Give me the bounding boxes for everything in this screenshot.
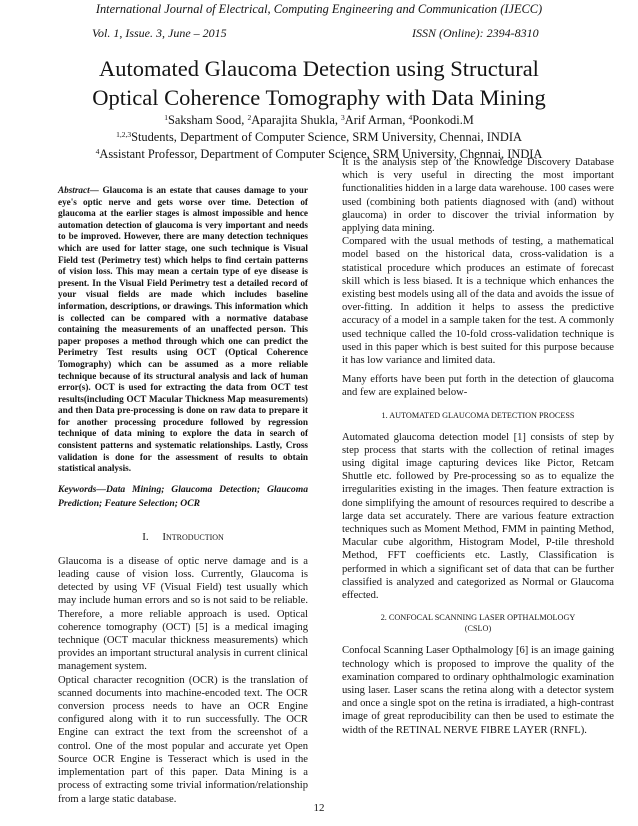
- affiliation-text: Students, Department of Computer Science, SRM University, Chennai, INDIA: [131, 130, 522, 144]
- affiliation-sup: 4: [95, 147, 100, 156]
- section-heading-introduction: [58, 531, 308, 543]
- author-sup: 2: [247, 113, 252, 122]
- affiliation-text: Assistant Professor, Department of Computer Science, SRM University, Chennai, INDIA: [99, 147, 543, 161]
- section-number: I.: [142, 530, 149, 543]
- intro-paragraph: Optical character recognition (OCR) is the translation of scanned documents into machine-encoded text. The OCR conversion process needs to have an OCR Engine configured along with it to run successfully. The OCR Engine can extract the text from the screenshot of a control. One of the most popular and accurate yet Open Source OCR Engine is Tesseract which is used in the implementation part of this paper. Data Mining is a process of extracting some trivial information/relationship from a large static database.: [58, 674, 308, 805]
- author-name: Aparajita Shukla,: [251, 113, 342, 127]
- intro-paragraph: Glaucoma is a disease of optic nerve damage and is a leading cause of vision loss. Currently, Glaucoma is detected by using VF (Visual Field) test usually which may include human errors and so is not said to be reliable. Therefore, a more reliable approach is used. Optical coherence tomography (OCT) [5] is a medical imaging technique (OCT macular thickness measurements) which provides an important structural analysis in current clinical management system.: [58, 555, 308, 673]
- subsection-1-text: Automated glaucoma detection model [1] consists of step by step process that starts with the collection of retinal images using digital image capturing devices like Pictor, Retcam Shuttle etc. followed by Pre-processing so as to equalize the irregularities existing in the images. Then feature extraction is done simplifying the amount of resources required to describe a large data set accurately. There are various feature extraction techniques such as Moment Method, FMM in painting Method, Macular cube algorithm, Histogram Model, P-tile threshold Method, FFT coefficients etc. Lastly, Classification is performed in which a significant set of data that can be further classified is analyzed and categorized as Normal or Glaucoma effected.: [342, 431, 614, 602]
- keywords: Keywords—Data Mining; Glaucoma Detection; Glaucoma Prediction; Feature Selection; OCR: [58, 483, 308, 509]
- subsection-heading-2-line2: (CSLO): [464, 624, 492, 634]
- author-name: Arif Arman,: [344, 113, 409, 127]
- abstract-label: Abstract—: [58, 185, 99, 195]
- abstract-text: Glaucoma is an estate that causes damage to your eye's optic nerve and gets worse over time. Detection of glaucoma at the earlier stages is almost impossible and hence automation detection of glaucoma is very important and needs to be improved. However, there are many detection techniques which are used for latter stage, one such technique is Visual Field test (Perimetry test) which helps to find certain patterns of vision loss. This may mean a certain type of eye disease is present. In the Visual Field Perimetry test a detailed record of your visual fields are made which includes baseline information, descriptions, or drawings. This information which is collected can be compared with a normative database containing the measurements of an unaffected person. This paper proposes a method through which one can predict the Perimetry Test results using OCT (Optical Coherence Tomography) which can be assumed as a more reliable technique because of its structural analysis and lack of human error(s). OCT is used for extracting the data from OCT test results(including OCT Macular Thickness Map measurements) and then Data pre-processing is done on raw data to prepare it for another processing procedure followed by regression technique of data mining to explore the data in search of consistent patterns and systematic relationships. Lastly, Cross validation is done for the assessment of results to obtain statistical analysis.: [58, 185, 308, 474]
- subsection-heading-1: 1. AUTOMATED GLAUCOMA DETECTION PROCESS: [381, 410, 575, 420]
- right-column: [342, 156, 614, 743]
- author-name: Poonkodi.M: [412, 113, 474, 127]
- journal-header: International Journal of Electrical, Computing Engineering and Communication (IJECC): [95, 2, 543, 16]
- issn: ISSN (Online): 2394-8310: [412, 26, 539, 40]
- volume-issue: Vol. 1, Issue. 3, June – 2015: [92, 26, 227, 40]
- affiliation-sup: 1,2,3: [116, 130, 132, 139]
- title-line-1: Automated Glaucoma Detection using Structural: [99, 56, 539, 81]
- title-line-2: Optical Coherence Tomography with Data Mining: [92, 85, 546, 110]
- body-paragraph: Compared with the usual methods of testing, a mathematical model based on the historical data, cross-validation is a statistical procedure which produces an estimate of forecast skill which is less biased. It is a technique which enhances the existing best models using all of the data and avoids the issue of over-fitting. In addition it helps to assess the predictive accuracy of a model in a sample taken for the test. A commonly used technique called the 10-fold cross-validation technique is used in this paper which is best suited for this purpose because it has low variance and limited data.: [342, 236, 614, 367]
- author-sup: 3: [341, 113, 345, 122]
- abstract: [58, 185, 308, 475]
- page-number: 12: [313, 802, 325, 814]
- affiliation-students: [0, 130, 638, 145]
- body-paragraph: It is the analysis step of the Knowledge Discovery Database which is very useful in directing the most important functionalities hidden in a large data warehouse. 100 cases were used (combining both patients diagnosed with (and) without glaucoma) in order to discover the trivial information by applying data mining.: [342, 157, 614, 235]
- paper-title: [60, 54, 578, 112]
- body-paragraph: Many efforts have been put forth in the detection of glaucoma and few are explained below-: [342, 374, 614, 399]
- author-list: [0, 113, 638, 128]
- section-title: Introduction: [162, 530, 224, 543]
- author-name: Saksham Sood,: [167, 113, 248, 127]
- subsection-heading-2: [342, 612, 614, 634]
- subsection-2-text: Confocal Scanning Laser Opthalmology [6] is an image gaining technology which is proposed to improve the quality of the examination compared to ordinary ophthalmologic examination using laser. Laser scans the retina along with a detector system and once a single spot on the retina is irradiated, a high-contrast image of great reproducibility can then be used to estimate the width of the RETINAL NERVE FIBRE LAYER (RNFL).: [342, 645, 614, 736]
- author-sup: 1: [164, 113, 168, 122]
- left-column: [58, 185, 308, 812]
- author-sup: 4: [408, 113, 413, 122]
- subsection-heading-2-line1: 2. CONFOCAL SCANNING LASER OPTHALMOLOGY: [380, 613, 576, 623]
